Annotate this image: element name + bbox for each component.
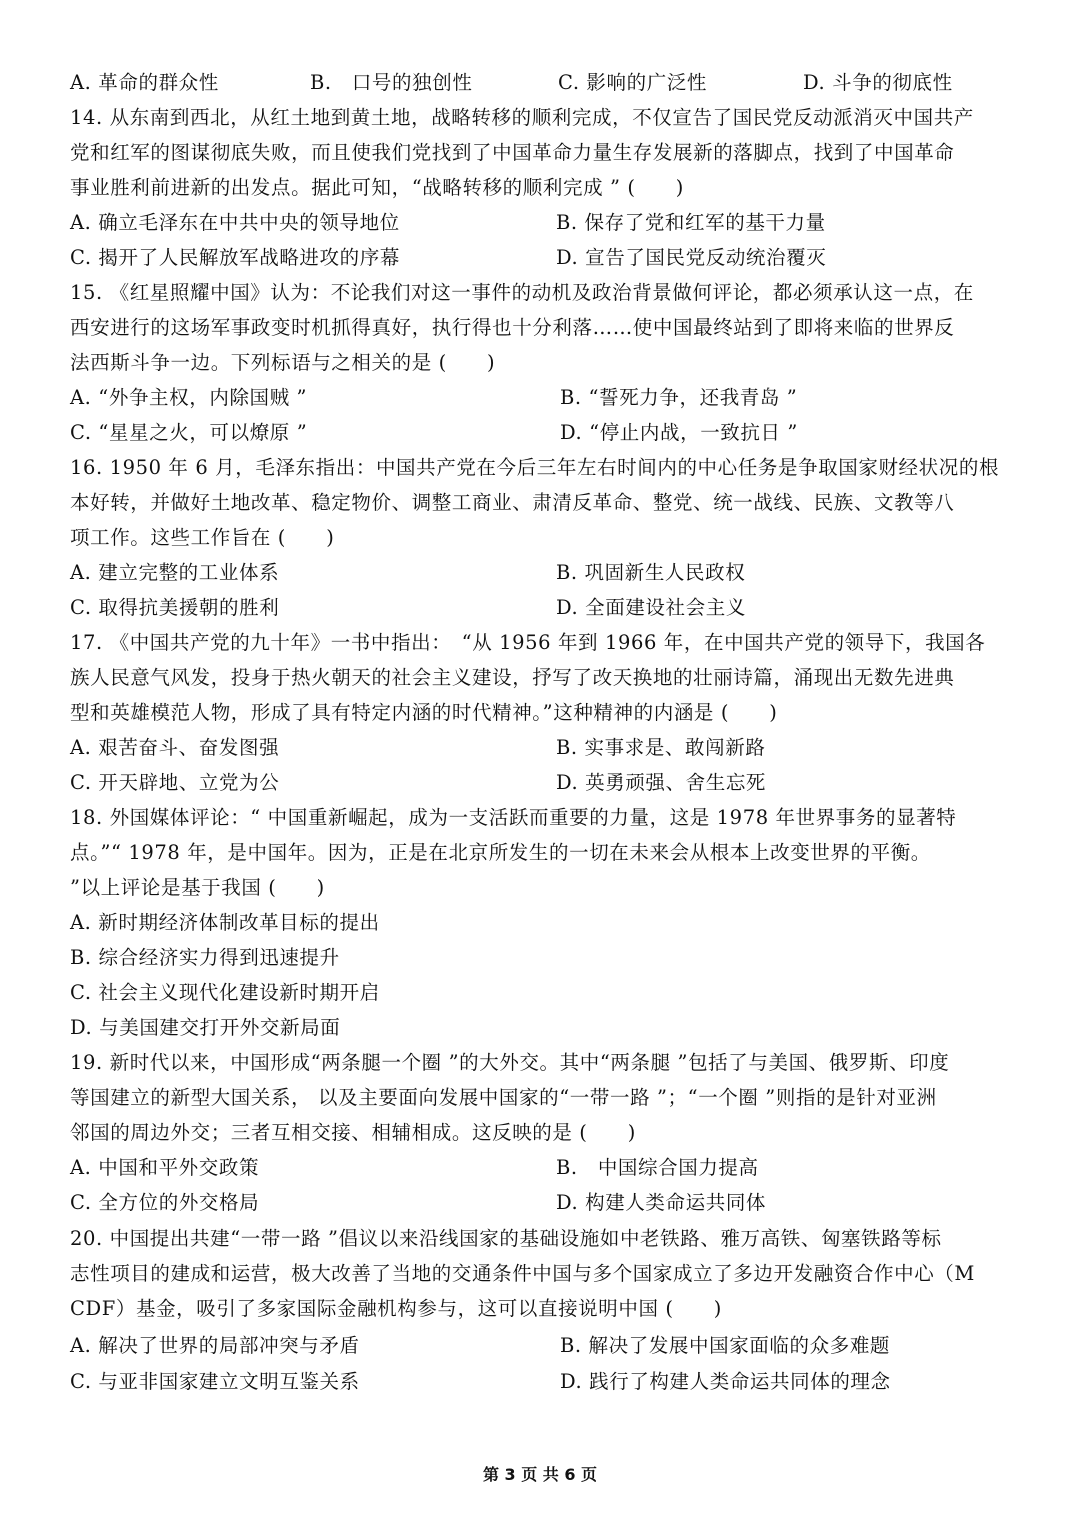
q20-stem-line: 志性项目的建成和运营，极大改善了当地的交通条件中国与多个国家成立了多边开发融资合作中心（M [70,1262,975,1285]
q19-stem-line: 19. 新时代以来，中国形成“两条腿一个圈 ”的大外交。其中“两条腿 ”包括了与美国、俄罗斯、印度 [70,1051,950,1074]
q18-stem-line: ”以上评论是基于我国 ( ) [70,876,325,899]
q17-stem-line: 17. 《中国共产党的九十年》一书中指出： “从 1956 年到 1966 年，在中国共产党的领导下，我国各 [70,631,986,654]
q17-stem-line: 型和英雄模范人物，形成了具有特定内涵的时代精神。”这种精神的内涵是 ( ) [70,701,778,724]
q15-option-a: A. “外争主权，内除国贼 ” [70,386,308,409]
q19-option-a: A. 中国和平外交政策 [70,1156,260,1179]
q16-stem-line: 16. 1950 年 6 月，毛泽东指出：中国共产党在今后三年左右时间内的中心任务是争取国家财经状况的根 [70,456,1000,479]
q18-option-d: D. 与美国建交打开外交新局面 [70,1016,341,1039]
q19-option-d: D. 构建人类命运共同体 [556,1191,767,1214]
q20-option-d: D. 践行了构建人类命运共同体的理念 [560,1370,891,1393]
q18-stem-line: 点。”“ 1978 年，是中国年。因为，正是在北京所发生的一切在未来会从根本上改变世界的平衡。 [70,841,931,864]
q13-option-b: B. 口号的独创性 [310,71,473,94]
q15-stem-line: 法西斯斗争一边。下列标语与之相关的是 ( ) [70,351,496,374]
q19-option-c: C. 全方位的外交格局 [70,1191,260,1214]
q18-stem-line: 18. 外国媒体评论：“ 中国重新崛起，成为一支活跃而重要的力量，这是 1978 年世界事务的显著特 [70,806,957,829]
q13-option-d: D. 斗争的彻底性 [803,71,953,94]
q15-option-c: C. “星星之火，可以燎原 ” [70,421,308,444]
q20-option-c: C. 与亚非国家建立文明互鉴关系 [70,1370,360,1393]
q19-option-b: B. 中国综合国力提高 [556,1156,759,1179]
q13-option-a: A. 革命的群众性 [70,71,219,94]
q17-option-a: A. 艰苦奋斗、奋发图强 [70,736,280,759]
q15-option-d: D. “停止内战，一致抗日 ” [560,421,798,444]
q20-stem-line: 20. 中国提出共建“一带一路 ”倡议以来沿线国家的基础设施如中老铁路、雅万高铁、匈塞铁路等标 [70,1227,942,1250]
q14-option-b: B. 保存了党和红军的基干力量 [556,211,826,234]
q16-stem-line: 本好转，并做好土地改革、稳定物价、调整工商业、肃清反革命、整党、统一战线、民族、文教等八 [70,491,955,514]
q17-option-c: C. 开天辟地、立党为公 [70,771,280,794]
q20-option-a: A. 解决了世界的局部冲突与矛盾 [70,1334,360,1357]
q19-stem-line: 等国建立的新型大国关系， 以及主要面向发展中国家的“一带一路 ”；“一个圈 ”则指的是针对亚洲 [70,1086,937,1109]
q13-option-c: C. 影响的广泛性 [558,71,708,94]
q15-option-b: B. “誓死力争，还我青岛 ” [560,386,798,409]
q16-stem-line: 项工作。这些工作旨在 ( ) [70,526,335,549]
q14-stem-line: 事业胜利前进新的出发点。据此可知，“战略转移的顺利完成 ” ( ) [70,176,684,199]
q16-option-c: C. 取得抗美援朝的胜利 [70,596,280,619]
q16-option-b: B. 巩固新生人民政权 [556,561,746,584]
q14-option-d: D. 宣告了国民党反动统治覆灭 [556,246,827,269]
q18-option-a: A. 新时期经济体制改革目标的提出 [70,911,380,934]
q16-option-a: A. 建立完整的工业体系 [70,561,280,584]
q17-option-d: D. 英勇顽强、舍生忘死 [556,771,767,794]
q15-stem-line: 15. 《红星照耀中国》认为：不论我们对这一事件的动机及政治背景做何评论，都必须承认这一点，在 [70,281,974,304]
q20-stem-line: CDF）基金，吸引了多家国际金融机构参与，这可以直接说明中国 ( ) [70,1297,722,1320]
q19-stem-line: 邻国的周边外交；三者互相交接、相辅相成。这反映的是 ( ) [70,1121,636,1144]
q17-stem-line: 族人民意气风发，投身于热火朝天的社会主义建设，抒写了改天换地的壮丽诗篇，涌现出无数先进典 [70,666,955,689]
q14-option-a: A. 确立毛泽东在中共中央的领导地位 [70,211,400,234]
q14-stem-line: 党和红军的图谋彻底失败，而且使我们党找到了中国革命力量生存发展新的落脚点，找到了中国革命 [70,141,955,164]
q16-option-d: D. 全面建设社会主义 [556,596,746,619]
q18-option-c: C. 社会主义现代化建设新时期开启 [70,981,380,1004]
page-number: 第 3 页 共 6 页 [482,1465,598,1484]
q17-option-b: B. 实事求是、敢闯新路 [556,736,766,759]
q18-option-b: B. 综合经济实力得到迅速提升 [70,946,340,969]
q14-option-c: C. 揭开了人民解放军战略进攻的序幕 [70,246,400,269]
q14-stem-line: 14. 从东南到西北，从红土地到黄土地，战略转移的顺利完成，不仅宣告了国民党反动派消灭中国共产 [70,106,974,129]
q20-option-b: B. 解决了发展中国家面临的众多难题 [560,1334,891,1357]
q15-stem-line: 西安进行的这场军事政变时机抓得真好，执行得也十分利落……使中国最终站到了即将来临的世界反 [70,316,955,339]
